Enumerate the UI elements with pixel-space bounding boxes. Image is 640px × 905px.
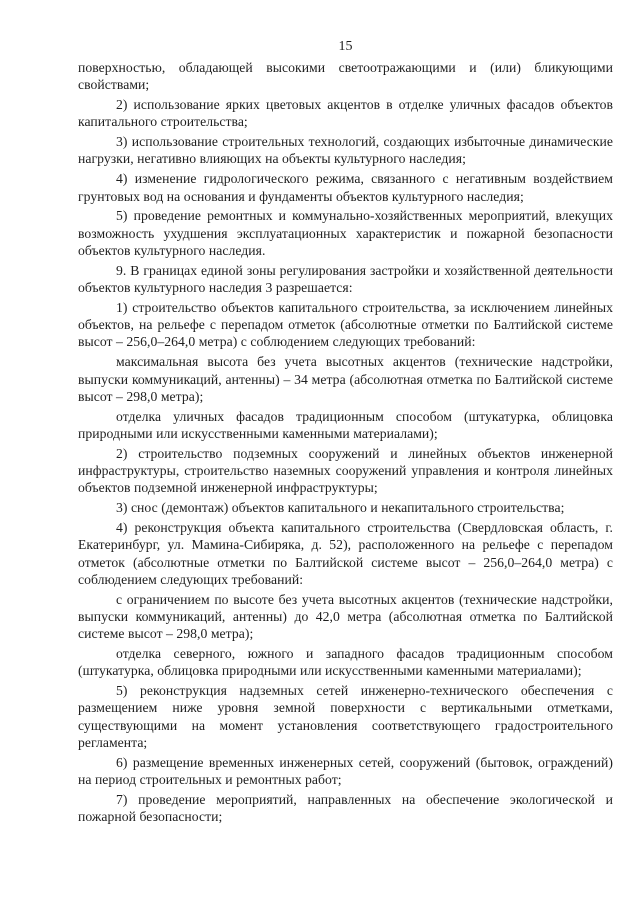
paragraph-section-9-item-4: 4) реконструкция объекта капитального строительства (Свердловская область, г. Екатеринбург, ул. Мамина-Сибиряка, д. 52), расположенного на рельефе с перепадом отметок (абсолютные отметки по Балтийской системе высот – 256,0–264,0 метра) с соблюдением следующих требований: — [78, 519, 613, 587]
paragraph-section-9-item-5: 5) реконструкция надземных сетей инженерно-технического обеспечения с размещением ниже уровня земной поверхности с вертикальными отметками, существующими на момент установления соответствующего градостроительного регламента; — [78, 683, 613, 750]
paragraph-item-5: 5) проведение ремонтных и коммунально-хозяйственных мероприятий, влекущих возможность ухудшения эксплуатационных характеристик и пожарной безопасности объектов культурного наследия. — [78, 208, 613, 258]
paragraph-section-9-item-2: 2) строительство подземных сооружений и линейных объектов инженерной инфраструктуры, строительство наземных сооружений управления и контроля линейных объектов подземной инженерной инфраструктуры; — [78, 445, 613, 496]
paragraph-section-9-item-6: 6) размещение временных инженерных сетей, сооружений (бытовок, ограждений) на период строительных и ремонтных работ; — [78, 754, 613, 788]
paragraph-item-4: 4) изменение гидрологического режима, связанного с негативным воздействием грунтовых вод на основания и фундаменты объектов культурного наследия; — [78, 171, 613, 204]
page-number: 15 — [338, 39, 353, 54]
paragraph-facade-finish-requirement: отделка уличных фасадов традиционным способом (штукатурка, облицовка природными или искусственными каменными материалами); — [78, 408, 613, 441]
paragraph-section-9-item-1: 1) строительство объектов капитального строительства, за исключением линейных объектов, на рельефе с перепадом отметок (абсолютные отметки по Балтийской системе высот – 256,0–264,0 метра) с соблюдением следующих требований: — [78, 299, 613, 350]
paragraph-facade-requirement: отделка северного, южного и западного фасадов традиционным способом (штукатурка, облицовка природными или искусственными каменными материалами); — [78, 646, 613, 679]
paragraph-section-9-item-7: 7) проведение мероприятий, направленных на обеспечение экологической и пожарной безопасности; — [78, 791, 613, 825]
paragraph-height-limit-requirement: с ограничением по высоте без учета высотных акцентов (технические надстройки, выпуски коммуникаций, антенны) до 42,0 метра (абсолютная отметка по Балтийской системе высот – 298,0 метра); — [78, 591, 613, 642]
paragraph-item-2: 2) использование ярких цветовых акцентов в отделке уличных фасадов объектов капитального строительства; — [78, 97, 613, 130]
paragraph-section-9-item-3: 3) снос (демонтаж) объектов капитального и некапитального строительства; — [116, 500, 565, 516]
paragraph-continuation: поверхностью, обладающей высокими светоотражающими и (или) бликующими свойствами; — [78, 60, 613, 93]
document-body — [78, 59, 613, 825]
paragraph-section-9: 9. В границах единой зоны регулирования застройки и хозяйственной деятельности объектов культурного наследия 3 разрешается: — [78, 262, 613, 296]
paragraph-item-3: 3) использование строительных технологий, создающих избыточные динамические нагрузки, негативно влияющих на объекты культурного наследия; — [78, 134, 613, 167]
paragraph-max-height-requirement: максимальная высота без учета высотных акцентов (технические надстройки, выпуски коммуникаций, антенны) – 34 метра (абсолютная отметка по Балтийской системе высот – 298,0 метра); — [78, 354, 613, 404]
